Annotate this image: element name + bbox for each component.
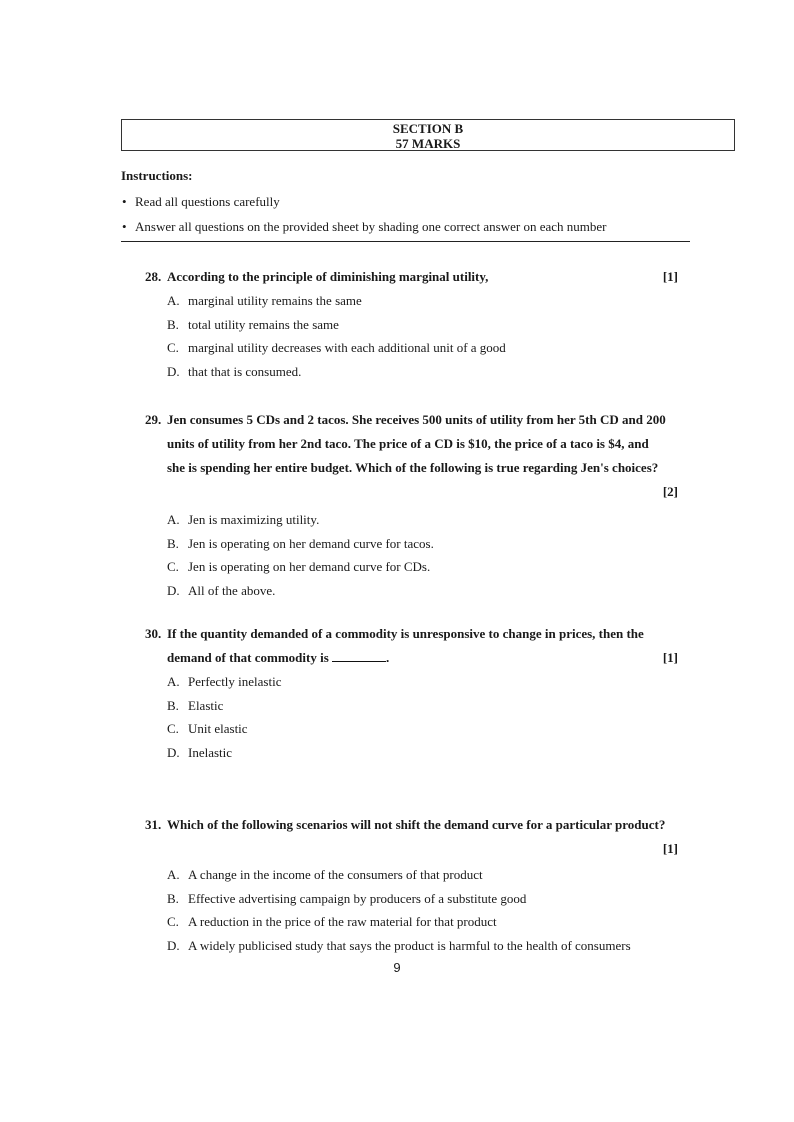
option-text: Jen is operating on her demand curve for tacos. — [188, 535, 434, 551]
question-marks: [2] — [662, 484, 678, 499]
option-d — [167, 934, 690, 958]
question-text-line: demand of that commodity is — [167, 650, 329, 665]
question-text-line: units of utility from her 2nd taco. The price of a CD is $10, the price of a taco is $4, and — [167, 436, 649, 451]
question-text-line-2 — [145, 646, 690, 670]
option-d — [167, 579, 690, 603]
option-letter: D. — [167, 363, 180, 379]
option-text: A reduction in the price of the raw material for that product — [188, 914, 497, 929]
option-letter: A. — [167, 867, 180, 882]
option-letter: D. — [167, 937, 180, 953]
options-list — [145, 670, 690, 764]
instructions-title: Instructions: — [121, 168, 193, 183]
option-d — [167, 741, 690, 765]
section-marks: 57 MARKS — [395, 136, 461, 151]
section-title: SECTION B — [392, 121, 464, 136]
options-list — [145, 289, 690, 383]
option-a — [167, 863, 690, 887]
instructions-block — [121, 168, 691, 244]
question-marks: [1] — [662, 841, 678, 856]
option-text: Jen is operating on her demand curve for CDs. — [188, 559, 431, 574]
question-29 — [145, 408, 690, 602]
option-letter: A. — [167, 674, 180, 689]
option-letter: A. — [167, 293, 180, 308]
option-text: marginal utility decreases with each additional unit of a good — [188, 340, 506, 355]
question-text-line: Jen consumes 5 CDs and 2 tacos. She receives 500 units of utility from her 5th CD and 200 — [167, 412, 666, 427]
page-number: 9 — [393, 960, 401, 975]
option-text: All of the above. — [188, 582, 276, 598]
option-b — [167, 532, 690, 556]
question-stem — [145, 265, 690, 289]
section-header — [121, 119, 735, 151]
question-text-line: If the quantity demanded of a commodity is unresponsive to change in prices, then the — [167, 626, 644, 641]
option-text: A widely publicised study that says the product is harmful to the health of consumers — [188, 937, 631, 953]
divider — [121, 241, 690, 242]
option-c — [167, 717, 690, 741]
instruction-text: Answer all questions on the provided sheet by shading one correct answer on each number — [135, 219, 607, 234]
question-31 — [145, 813, 690, 957]
question-text-line: Which of the following scenarios will not shift the demand curve for a particular product? — [167, 817, 666, 832]
option-b — [167, 694, 690, 718]
options-list — [145, 508, 690, 602]
option-letter: C. — [167, 559, 179, 574]
option-text: Perfectly inelastic — [188, 674, 282, 689]
option-text: Unit elastic — [188, 721, 248, 736]
option-text: Inelastic — [188, 744, 233, 760]
option-letter: B. — [167, 535, 179, 551]
option-letter: C. — [167, 340, 179, 355]
option-a — [167, 289, 690, 313]
option-d — [167, 360, 690, 384]
option-text: Elastic — [188, 697, 224, 713]
option-text: Effective advertising campaign by producers of a substitute good — [188, 890, 527, 906]
question-text: According to the principle of diminishing marginal utility, — [167, 269, 489, 284]
option-letter: A. — [167, 512, 180, 527]
question-stem — [145, 408, 690, 504]
option-text: marginal utility remains the same — [188, 293, 362, 308]
option-c — [167, 555, 690, 579]
option-c — [167, 910, 690, 934]
stem-end: . — [386, 650, 390, 665]
question-marks: [1] — [662, 650, 678, 665]
instruction-item — [121, 219, 691, 234]
question-text-line: she is spending her entire budget. Which of the following is true regarding Jen's choices? — [167, 460, 659, 475]
question-28 — [145, 265, 690, 383]
option-letter: D. — [167, 582, 180, 598]
question-stem — [145, 622, 690, 670]
option-letter: D. — [167, 744, 180, 760]
option-letter: C. — [167, 914, 179, 929]
option-text: total utility remains the same — [188, 316, 339, 332]
option-a — [167, 508, 690, 532]
question-number: 29. — [145, 412, 162, 427]
instruction-item — [121, 194, 691, 209]
option-b — [167, 887, 690, 911]
question-stem — [145, 813, 690, 861]
option-c — [167, 336, 690, 360]
question-number: 30. — [145, 626, 162, 641]
option-letter: B. — [167, 890, 179, 906]
question-number: 31. — [145, 817, 162, 832]
option-letter: B. — [167, 316, 179, 332]
instructions-list — [121, 194, 691, 234]
option-text: Jen is maximizing utility. — [188, 512, 320, 527]
answer-blank — [332, 651, 386, 662]
option-text: A change in the income of the consumers of that product — [188, 867, 483, 882]
option-a — [167, 670, 690, 694]
option-letter: C. — [167, 721, 179, 736]
question-number: 28. — [145, 269, 162, 284]
question-30 — [145, 622, 690, 764]
question-marks: [1] — [662, 269, 678, 284]
instruction-text: Read all questions carefully — [135, 194, 280, 209]
bullet-icon: • — [122, 194, 127, 209]
option-letter: B. — [167, 697, 179, 713]
option-text: that that is consumed. — [188, 363, 302, 379]
bullet-icon: • — [122, 219, 127, 234]
option-b — [167, 313, 690, 337]
options-list — [145, 863, 690, 957]
